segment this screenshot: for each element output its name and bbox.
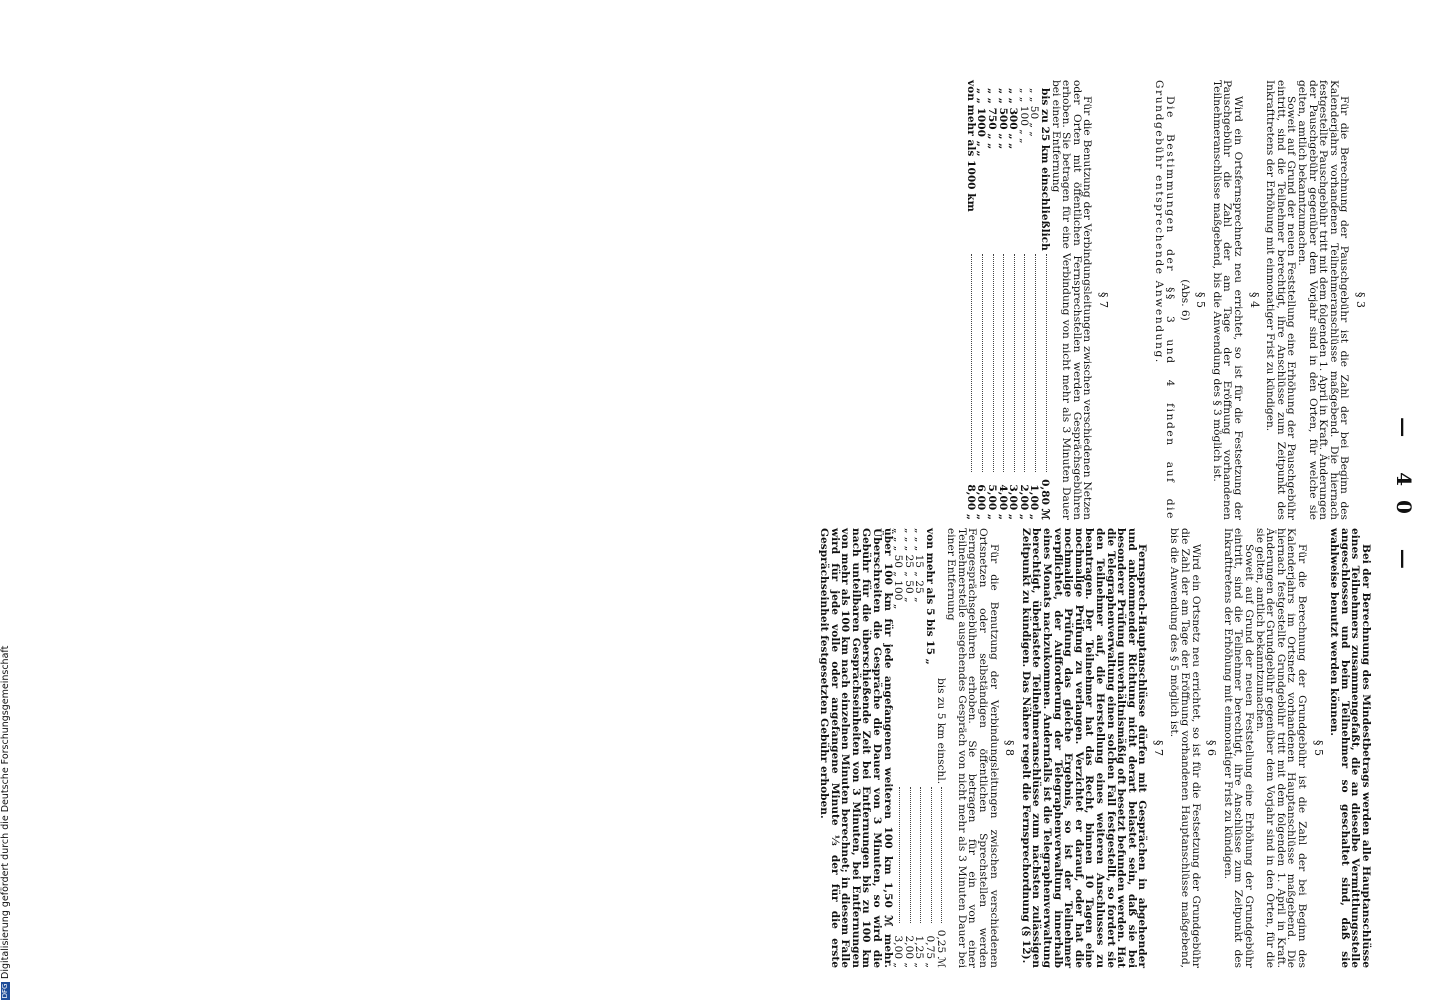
table-cell-distance: „ „ „ 50 „ 100 „ bbox=[892, 528, 905, 610]
table-cell-fee: 4,00 „ bbox=[996, 484, 1009, 520]
table-cell-distance: von mehr als 1000 km bbox=[964, 80, 977, 212]
table-cell-fee: 0,25 ℳ bbox=[934, 929, 947, 968]
paragraph: Wird ein Ortsnetz neu errichtet, so ist für die Festsetzung der Grundgebühr die Zahl der am Tage der Eröffnung vorhandenen Hauptanschlüsse maßgebend, bis die Anwendung des § 5 möglich ist. bbox=[1168, 528, 1202, 968]
dfg-logo-icon: DFG bbox=[1, 983, 9, 999]
paragraph: Für die Benutzung der Verbindungsleitungen zwischen verschiedenen Netzen oder Orten mit öffentlichen Fernsprechstellen werden Gesprächsgebühren erhoben. Sie betragen für eine Verbindung von nicht mehr als 3 Minuten Dauer bei einer Entfernung bbox=[1049, 80, 1094, 520]
table-cell-distance: „ „ 750 „ „ bbox=[985, 88, 998, 150]
table-cell-distance: bis zu 25 km einschließlich bbox=[1038, 88, 1051, 251]
section-heading: § 6 bbox=[1205, 740, 1219, 756]
section-heading: § 7 bbox=[1151, 740, 1165, 756]
table-cell-fee: 5,00 „ bbox=[985, 484, 998, 520]
table-cell-distance: „ „ 1000 „ „ bbox=[975, 88, 988, 157]
section-heading: § 5 bbox=[1311, 740, 1325, 756]
table-cell-fee: 1,25 „ bbox=[913, 935, 926, 968]
table-cell-fee: 3,00 „ bbox=[1007, 484, 1020, 520]
table-cell-fee: 2,00 „ bbox=[902, 935, 915, 968]
table-row bbox=[976, 80, 987, 520]
table-cell-distance: „ „ 100 „ „ bbox=[1017, 88, 1030, 144]
table-cell-fee: 0,75 „ bbox=[924, 935, 937, 968]
table-cell-distance: „ „ „ 15 „ 25 „ bbox=[913, 528, 926, 603]
table-cell-distance: „ „ „ 25 „ 50 „ bbox=[902, 528, 915, 603]
section-subheading: (Abs. 6) bbox=[1178, 279, 1191, 321]
rate-table-left bbox=[965, 80, 1050, 520]
paragraph: Wird ein Ortsfernsprechnetz neu errichtet, so ist für die Festsetzung der Pauschgebühr die Zahl der am Tage der Eröffnung vorhandenen Teilnehmeranschlüsse maßgebend, bis die Anwendung des § 3 möglich ist. bbox=[1210, 80, 1245, 520]
section-heading: § 8 bbox=[1003, 740, 1017, 756]
section-heading: § 7 bbox=[1096, 292, 1110, 308]
paragraph: Für die Benutzung der Verbindungsleitungen zwischen verschiedenen Ortsnetzen oder selbständigen öffentlichen Sprechstellen werden Ferngesprächsgebühren erhoben. Sie betragen für ein von einer Teilnehmerstelle ausgehendes Gespräch von nicht mehr als 3 Minuten Dauer bei einer Entfernung bbox=[945, 528, 1000, 968]
left-column bbox=[965, 80, 1371, 520]
paragraph: Für die Berechnung der Pauschgebühr ist die Zahl der bei Beginn des Kalenderjahrs vorhandenen Teilnehmeranschlüsse maßgebend. Die hiernach festgestellte Pauschgebühr tritt mit dem folgenden 1. April in Kraft. Änderungen der Pauschgebühr gegenüber dem Vorjahr sind in den Orten, für welche sie gelten, amtlich bekanntzumachen. bbox=[1296, 80, 1351, 520]
paragraph: Soweit auf Grund der neuen Feststellung eine Erhöhung der Grundgebühr eintritt, sind die Teilnehmer berechtigt, ihre Anschlüsse zum Zeitpunkt des Inkrafttretens der Erhöhung mit einmonatiger Frist zu kündigen. bbox=[1221, 528, 1256, 968]
table-cell-fee: 2,00 „ bbox=[1017, 484, 1030, 520]
table-row bbox=[986, 80, 997, 520]
table-cell-fee: 1,00 „ bbox=[1028, 484, 1041, 520]
table-row bbox=[997, 80, 1008, 520]
table-row bbox=[1029, 80, 1040, 520]
paragraph: über 100 km für jede angefangenen weiteren 100 km 1,50 ℳ mehr. Überschreiten die Gespräche die Dauer von 3 Minuten, so wird die Gebühr für die überschießende Zeit bei Entfernungen bis zu 100 km nach unteilbaren Gesprächseinheiten von 3 Minuten, bei Entfernungen von mehr als 100 km nach einzelnen Minuten berechnet; in diesem Falle wird für jede volle oder angefangene Minute ⅓ der für die erste Gesprächseinheit festgesetzten Gebühr erhoben. bbox=[818, 528, 894, 968]
table-row bbox=[965, 80, 976, 520]
page-number: — 40 — bbox=[1392, 417, 1416, 583]
table-cell-fee: 3,00 „ bbox=[892, 935, 905, 968]
paragraph: Fernsprech-Hauptanschlüsse dürfen mit Gesprächen in abgehender und ankommender Richtung nicht derart belastet sein, daß sie bei besonderer Prüfung unverhältnismäßig oft besetzt befunden werden. Hat die Telegraphenverwaltung einen solchen Fall festgestellt, so fordert sie den Teilnehmer auf, die Herstellung eines weiteren Anschlusses zu beantragen. Der Teilnehmer hat das Recht, binnen 10 Tagen eine nochmalige Prüfung zu verlangen. Verzichtet er darauf, oder hat die nochmalige Prüfung das gleiche Ergebnis, so ist der Teilnehmer verpflichtet, der Aufforderung der Telegraphenverwaltung innerhalb eines Monats nachzukommen. Andernfalls ist die Telegraphenverwaltung berechtigt, überlastete Teilnehmeranschlüsse zum nächsten zulässigen Zeitpunkt zu kündigen. Das Nähere regelt die Fernsprechordnung (§ 12). bbox=[1019, 528, 1149, 968]
paragraph: Soweit auf Grund der neuen Feststellung eine Erhöhung der Pauschgebühr eintritt, sind die Teilnehmer berechtigt, ihre Anschlüsse zum Zeitpunkt des Inkrafttretens der Erhöhung mit einmonatiger Frist zu kündigen. bbox=[1264, 80, 1298, 520]
table-row bbox=[935, 528, 946, 968]
footer-text: Digitalisierung gefördert durch die Deutsche Forschungsgemeinschaft bbox=[0, 645, 11, 979]
table-cell-distance: bis zu 5 km einschl. bbox=[934, 678, 947, 785]
table-cell-fee: 6,00 „ bbox=[975, 484, 988, 520]
section-heading: § 3 bbox=[1354, 292, 1367, 308]
table-row bbox=[1008, 80, 1019, 520]
table-cell-distance: „ „ 500 „ „ bbox=[996, 88, 1009, 150]
section-heading: § 4 bbox=[1247, 292, 1261, 308]
table-cell-distance: „ „ 50 „ „ bbox=[1028, 88, 1041, 137]
table-row bbox=[1018, 80, 1029, 520]
table-cell-distance: „ „ 300 „ „ bbox=[1007, 88, 1020, 150]
paragraph: Für die Berechnung der Grundgebühr ist die Zahl der bei Beginn des Kalenderjahrs im Ortsnetz vorhandenen Hauptanschlüsse maßgebend. Die hiernach festgestellte Grundgebühr tritt mit dem folgenden 1. April in Kraft. Änderungen der Grundgebühr gegenüber dem Vorjahr sind in den Orten, für die sie gelten, amtlich bekanntzumachen. bbox=[1253, 528, 1309, 968]
digitization-footer bbox=[1, 646, 11, 1000]
table-cell-fee: 8,00 „ bbox=[964, 484, 977, 520]
right-column bbox=[819, 528, 1372, 968]
table-row bbox=[924, 528, 935, 968]
table-row bbox=[893, 528, 904, 968]
table-row bbox=[914, 528, 925, 968]
paragraph: Die Bestimmungen der §§ 3 und 4 finden auf die Grundgebühr entsprechende Anwendung. bbox=[1153, 80, 1177, 520]
paragraph: Bei der Berechnung des Mindestbetrags werden alle Hauptanschlüsse eines Teilnehmers zusammengefaßt, die an dieselbe Vermittlungsstelle angeschlossen und beim Teilnehmer so geschaltet sind, daß sie wahlweise benutzt werden können. bbox=[1328, 528, 1372, 968]
table-cell-fee: 0,80 ℳ bbox=[1038, 479, 1051, 520]
table-cell-distance: von mehr als 5 bis 15 „ bbox=[924, 528, 937, 665]
section-heading: § 5 bbox=[1194, 292, 1208, 308]
rate-table-right bbox=[893, 528, 946, 968]
table-row bbox=[1039, 80, 1050, 520]
table-row bbox=[903, 528, 914, 968]
